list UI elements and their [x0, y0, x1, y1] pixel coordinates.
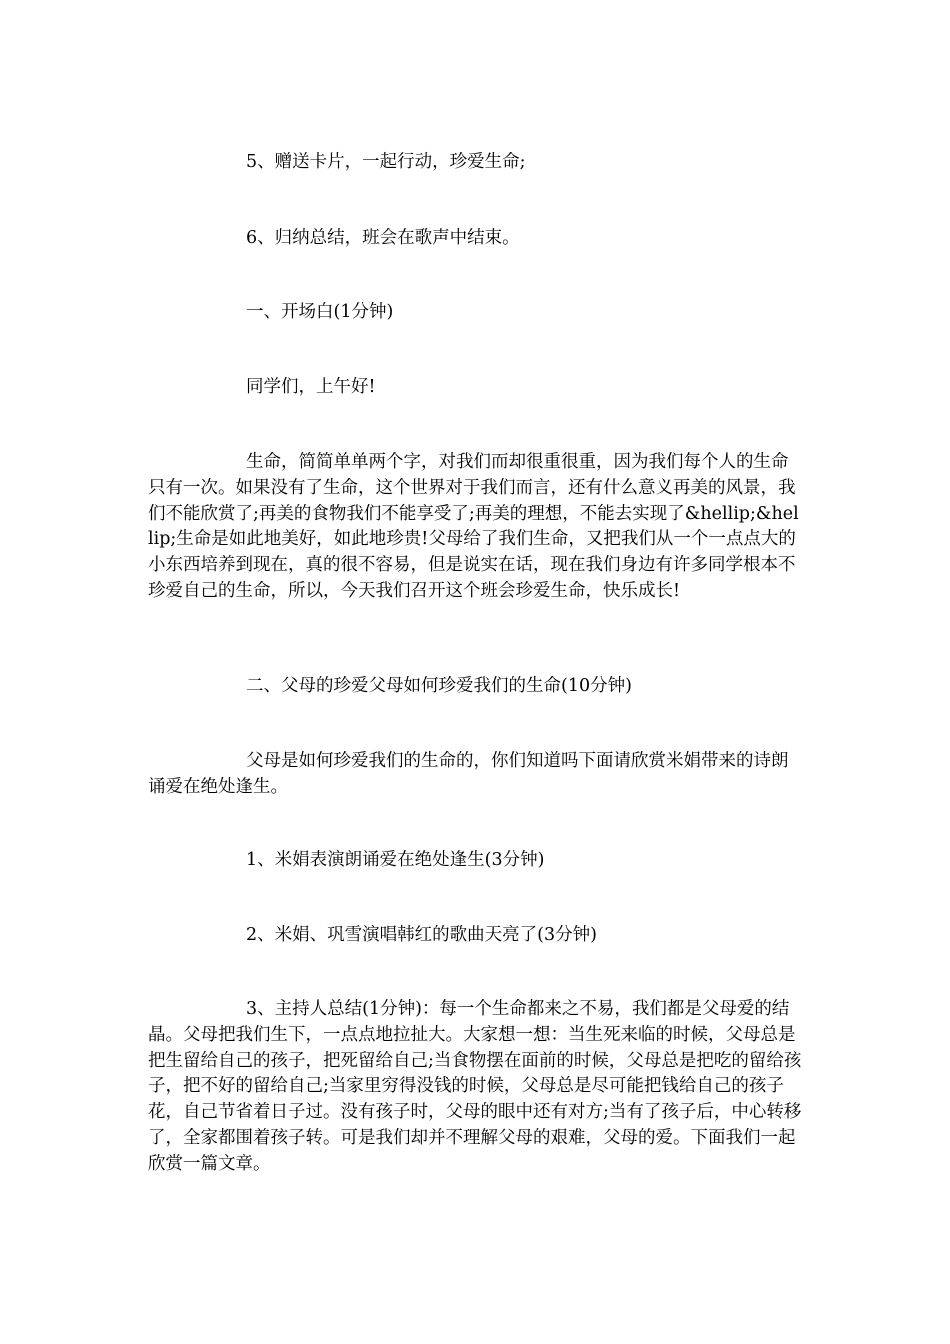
list-item-host-summary: 3、主持人总结(1分钟)：每一个生命都来之不易，我们都是父母爱的结晶。父母把我们生下，一点点地拉扯大。大家想一想：当生死来临的时候，父母总是把生留给自己的孩子，把死留给自己;当食物摆在面前的时候，父母总是把吃的留给孩子，把不好的留给自己;当家里穷得没钱的时候，父母总是尽可能把钱给自己的孩子花，自己节省着日子过。没有孩子时，父母的眼中还有对方;当有了孩子后，中心转移了，全家都围着孩子转。可是我们却并不理解父母的艰难，父母的爱。下面我们一起欣赏一篇文章。 — [148, 999, 802, 1174]
list-item-song: 2、米娟、巩雪演唱韩红的歌曲天亮了(3分钟) — [246, 925, 597, 945]
paragraph-greeting: 同学们，上午好! — [246, 377, 376, 397]
heading-opening: 一、开场白(1分钟) — [246, 302, 394, 322]
paragraph-life-intro: 生命，简简单单两个字，对我们而却很重很重，因为我们每个人的生命只有一次。如果没有了生命，这个世界对于我们而言，还有什么意义再美的风景，我们不能欣赏了;再美的食物我们不能享受了;再美的理想，不能去实现了&hellip;&hellip;生命是如此地美好，如此地珍贵!父母给了我们生命，又把我们从一个一点点大的小东西培养到现在，真的很不容易，但是说实在话，现在我们身边有许多同学根本不珍爱自己的生命，所以，今天我们召开这个班会珍爱生命，快乐成长! — [148, 452, 799, 601]
list-item-recitation: 1、米娟表演朗诵爱在绝处逢生(3分钟) — [246, 850, 545, 870]
heading-parents-love: 二、父母的珍爱父母如何珍爱我们的生命(10分钟) — [246, 676, 632, 696]
paragraph-parents-question: 父母是如何珍爱我们的生命的，你们知道吗下面请欣赏米娟带来的诗朗诵爱在绝处逢生。 — [148, 751, 789, 797]
paragraph-summary-end: 6、归纳总结，班会在歌声中结束。 — [246, 228, 520, 248]
paragraph-gift-cards: 5、赠送卡片，一起行动，珍爱生命; — [246, 152, 526, 172]
